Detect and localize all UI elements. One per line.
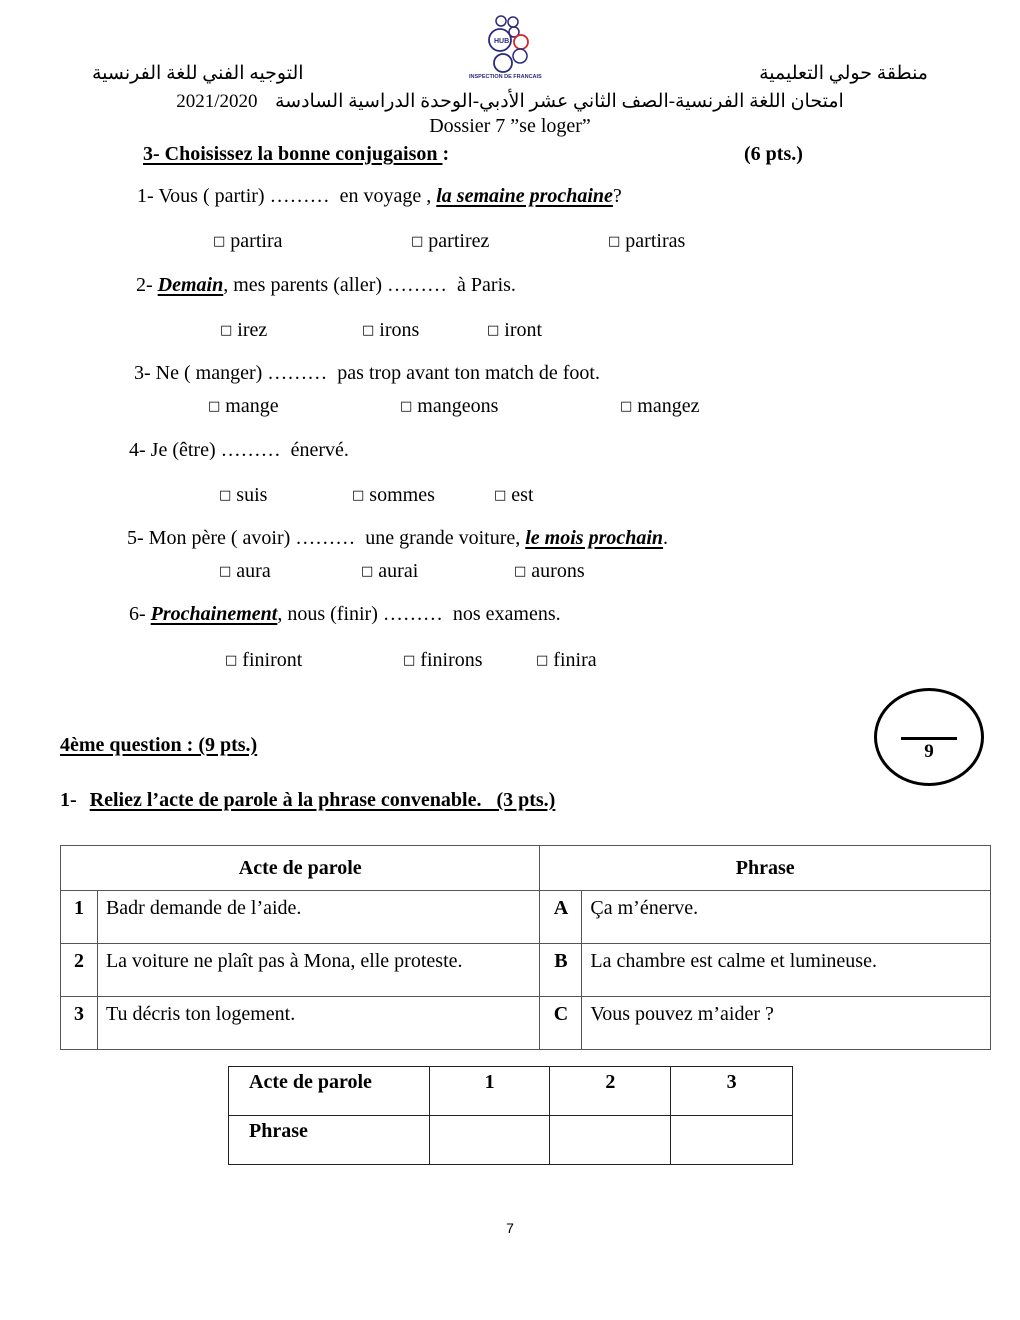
question-4 [129, 439, 349, 462]
option-4a[interactable] [219, 484, 267, 507]
option-2c[interactable] [487, 319, 542, 342]
option-label: aura [236, 560, 271, 582]
option-2b[interactable] [362, 319, 419, 342]
checkbox-icon[interactable]: □ [536, 653, 549, 668]
option-label: partira [230, 230, 283, 252]
phrase-cell: La chambre est calme et lumineuse. [582, 944, 991, 997]
option-4b[interactable] [352, 484, 435, 507]
dossier-title: Dossier 7 ”se loger” [429, 115, 591, 137]
option-label: mangeons [417, 395, 499, 417]
subquestion-number: 1- [60, 789, 82, 811]
answer-cell-3[interactable] [671, 1116, 793, 1165]
question-text: Mon père ( avoir) ……… une grande voiture, [148, 527, 526, 549]
question-2 [136, 274, 516, 297]
acte-cell: La voiture ne plaît pas à Mona, elle proteste. [97, 944, 540, 997]
option-label: sommes [369, 484, 435, 506]
option-label: iront [504, 319, 543, 341]
question-text-end: ? [612, 185, 622, 207]
question-keyword: la semaine prochaine [436, 185, 613, 207]
answer-cell-2[interactable] [550, 1116, 671, 1165]
option-5a[interactable] [219, 560, 271, 583]
phrase-cell: Vous pouvez m’aider ? [582, 997, 991, 1050]
section3-title-text: 3- Choisissez la bonne conjugaison [143, 143, 443, 165]
header-right-arabic: منطقة حولي التعليمية [759, 63, 928, 84]
option-label: partirez [428, 230, 490, 252]
checkbox-icon[interactable]: □ [361, 564, 374, 579]
checkbox-icon[interactable]: □ [608, 234, 621, 249]
question-5 [127, 527, 668, 550]
answer-col-2: 2 [550, 1067, 671, 1116]
question-text: , nous (finir) ……… nos examens. [277, 603, 561, 625]
checkbox-icon[interactable]: □ [219, 488, 232, 503]
exam-title [0, 90, 1020, 113]
option-1c[interactable] [608, 230, 685, 253]
acte-cell: Badr demande de l’aide. [97, 891, 540, 944]
option-3a[interactable] [208, 395, 279, 418]
option-6a[interactable] [225, 649, 302, 672]
option-1a[interactable] [213, 230, 282, 253]
header-phrase: Phrase [540, 846, 991, 891]
question-6 [129, 603, 561, 626]
answer-input-row [229, 1116, 793, 1165]
option-label: finiront [242, 649, 303, 671]
header-acte-de-parole: Acte de parole [61, 846, 540, 891]
checkbox-icon[interactable]: □ [362, 323, 375, 338]
row-letter: A [540, 891, 582, 944]
checkbox-icon[interactable]: □ [411, 234, 424, 249]
score-fraction-bar [901, 737, 957, 740]
question-keyword: Demain [157, 274, 224, 296]
answer-row-label-acte: Acte de parole [229, 1067, 430, 1116]
question-keyword: Prochainement [150, 603, 278, 625]
question-text: Ne ( manger) ……… pas trop avant ton match de foot. [155, 362, 600, 384]
question-3 [134, 362, 600, 385]
exam-year: 2021/2020 [176, 91, 258, 112]
option-6c[interactable] [536, 649, 597, 672]
checkbox-icon[interactable]: □ [225, 653, 238, 668]
option-2a[interactable] [220, 319, 267, 342]
checkbox-icon[interactable]: □ [213, 234, 226, 249]
option-label: suis [236, 484, 268, 506]
row-number: 3 [61, 997, 98, 1050]
page-number: 7 [506, 1220, 514, 1236]
answer-table [228, 1066, 793, 1165]
score-denominator: 9 [924, 741, 934, 762]
question-text: Je (être) ……… énervé. [150, 439, 349, 461]
checkbox-icon[interactable]: □ [219, 564, 232, 579]
option-label: mangez [637, 395, 700, 417]
answer-col-1: 1 [429, 1067, 550, 1116]
table-row [61, 944, 991, 997]
table-header-row [61, 846, 991, 891]
subquestion-1 [60, 789, 555, 812]
score-circle [874, 688, 984, 786]
question-number: 4- [129, 439, 151, 461]
option-4c[interactable] [494, 484, 534, 507]
section3-points: (6 pts.) [744, 143, 803, 165]
checkbox-icon[interactable]: □ [400, 399, 413, 414]
option-label: irez [237, 319, 268, 341]
answer-cell-1[interactable] [429, 1116, 550, 1165]
question-number: 1- [137, 185, 159, 207]
question-keyword: le mois prochain [525, 527, 664, 549]
option-label: aurons [531, 560, 585, 582]
subquestion-label: Reliez l’acte de parole à la phrase convenable. (3 pts.) [89, 789, 556, 811]
option-label: est [511, 484, 534, 506]
row-letter: C [540, 997, 582, 1050]
section4-title: 4ème question : (9 pts.) [60, 734, 258, 756]
question-1 [137, 185, 622, 208]
checkbox-icon[interactable]: □ [352, 488, 365, 503]
svg-text:INSPECTION DE FRANCAIS: INSPECTION DE FRANCAIS [469, 74, 542, 80]
section3-colon: : [442, 143, 450, 165]
question-text-end: . [663, 527, 669, 549]
question-number: 2- [136, 274, 158, 296]
question-number: 3- [134, 362, 156, 384]
checkbox-icon[interactable]: □ [620, 399, 633, 414]
header-left-arabic: التوجيه الفني للغة الفرنسية [92, 63, 304, 84]
option-5c[interactable] [514, 560, 585, 583]
svg-text:HUB: HUB [494, 38, 510, 45]
option-label: finira [553, 649, 597, 671]
checkbox-icon[interactable]: □ [208, 399, 221, 414]
matching-table [60, 845, 991, 1050]
option-6b[interactable] [403, 649, 483, 672]
row-number: 1 [61, 891, 98, 944]
answer-row-label-phrase: Phrase [229, 1116, 430, 1165]
checkbox-icon[interactable]: □ [487, 323, 500, 338]
option-3b[interactable] [400, 395, 498, 418]
section3-title [143, 143, 449, 166]
question-number: 6- [129, 603, 151, 625]
checkbox-icon[interactable]: □ [403, 653, 416, 668]
hub-logo [466, 12, 556, 82]
row-number: 2 [61, 944, 98, 997]
checkbox-icon[interactable]: □ [494, 488, 507, 503]
question-text: Vous ( partir) ……… en voyage , [158, 185, 437, 207]
option-label: partiras [625, 230, 686, 252]
checkbox-icon[interactable]: □ [514, 564, 527, 579]
hub-circles-logo-icon [466, 12, 556, 82]
row-letter: B [540, 944, 582, 997]
table-row [61, 997, 991, 1050]
option-3c[interactable] [620, 395, 699, 418]
option-label: mange [225, 395, 279, 417]
option-label: irons [379, 319, 420, 341]
option-label: aurai [378, 560, 419, 582]
option-5b[interactable] [361, 560, 418, 583]
checkbox-icon[interactable]: □ [220, 323, 233, 338]
acte-cell: Tu décris ton logement. [97, 997, 540, 1050]
table-row [61, 891, 991, 944]
answer-header-row [229, 1067, 793, 1116]
exam-line-arabic: امتحان اللغة الفرنسية-الصف الثاني عشر الأدبي-الوحدة الدراسية السادسة [274, 91, 844, 112]
question-number: 5- [127, 527, 149, 549]
question-text: , mes parents (aller) ……… à Paris. [223, 274, 516, 296]
option-label: finirons [420, 649, 483, 671]
answer-col-3: 3 [671, 1067, 793, 1116]
option-1b[interactable] [411, 230, 489, 253]
phrase-cell: Ça m’énerve. [582, 891, 991, 944]
